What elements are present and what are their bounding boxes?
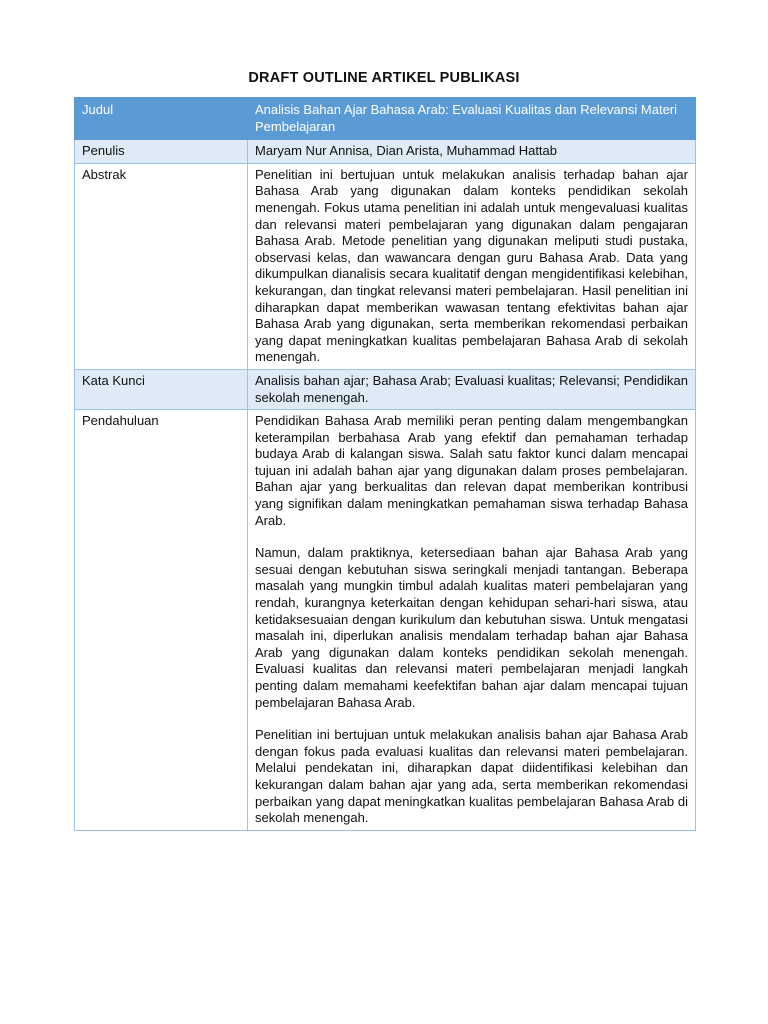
row-content-kata-kunci: Analisis bahan ajar; Bahasa Arab; Evaluasi kualitas; Relevansi; Pendidikan sekolah menengah. — [248, 369, 696, 409]
outline-table — [74, 97, 696, 831]
table-row-kata-kunci — [75, 369, 696, 409]
row-content-abstrak: Penelitian ini bertujuan untuk melakukan analisis terhadap bahan ajar Bahasa Arab yang digunakan dalam konteks pendidikan sekolah menengah. Fokus utama penelitian ini adalah untuk mengevaluasi kualitas dan relevansi materi pembelajaran yang digunakan dalam pengajaran Bahasa Arab. Metode penelitian yang digunakan meliputi studi pustaka, observasi kelas, dan wawancara dengan guru Bahasa Arab. Data yang dikumpulkan dianalisis secara kualitatif dengan mengidentifikasi kelebihan, kekurangan, dan tingkat relevansi materi pembelajaran. Hasil penelitian ini diharapkan dapat memberikan wawasan tentang efektivitas bahan ajar Bahasa Arab yang digunakan, serta memberikan rekomendasi perbaikan yang dapat meningkatkan kualitas pembelajaran Bahasa Arab di sekolah menengah. — [248, 163, 696, 369]
pendahuluan-paragraph: Penelitian ini bertujuan untuk melakukan analisis bahan ajar Bahasa Arab dengan fokus pada evaluasi kualitas dan relevansi materi pembelajaran. Melalui pendekatan ini, diharapkan dapat diidentifikasi kelebihan dan kekurangan dalam bahan ajar yang ada, serta memberikan rekomendasi perbaikan yang dapat meningkatkan kualitas pembelajaran Bahasa Arab di sekolah menengah. — [255, 727, 688, 826]
table-row-penulis — [75, 140, 696, 164]
pendahuluan-paragraph: Pendidikan Bahasa Arab memiliki peran penting dalam mengembangkan keterampilan berbahasa Arab yang efektif dan pemahaman terhadap budaya Arab di kalangan siswa. Salah satu faktor kunci dalam mencapai tujuan ini adalah bahan ajar yang digunakan dalam proses pembelajaran. Bahan ajar yang berkualitas dan relevan dapat memberikan kontribusi yang signifikan dalam meningkatkan pemahaman siswa terhadap Bahasa Arab. — [255, 413, 688, 528]
document-title: DRAFT OUTLINE ARTIKEL PUBLIKASI — [248, 70, 520, 86]
row-content-pendahuluan — [248, 410, 696, 831]
table-row-pendahuluan — [75, 410, 696, 831]
table-row-judul — [75, 98, 696, 140]
row-label-judul: Judul — [75, 98, 248, 140]
row-label-kata-kunci: Kata Kunci — [75, 369, 248, 409]
row-content-judul: Analisis Bahan Ajar Bahasa Arab: Evaluasi Kualitas dan Relevansi Materi Pembelajaran — [248, 98, 696, 140]
row-label-pendahuluan: Pendahuluan — [75, 410, 248, 831]
pendahuluan-paragraph: Namun, dalam praktiknya, ketersediaan bahan ajar Bahasa Arab yang sesuai dengan kebutuhan siswa seringkali menjadi tantangan. Beberapa masalah yang mungkin timbul adalah kualitas materi pembelajaran yang rendah, kurangnya keterkaitan dengan kehidupan sehari-hari siswa, atau ketidaksesuaian dengan kurikulum dan kebutuhan siswa. Untuk mengatasi masalah ini, diperlukan analisis mendalam terhadap bahan ajar Bahasa Arab yang digunakan dalam konteks pendidikan sekolah menengah. Evaluasi kualitas dan relevansi materi pembelajaran menjadi langkah penting dalam memahami keefektifan bahan ajar dalam mencapai tujuan pembelajaran Bahasa Arab. — [255, 545, 688, 710]
table-row-abstrak — [75, 163, 696, 369]
row-content-penulis: Maryam Nur Annisa, Dian Arista, Muhammad Hattab — [248, 140, 696, 164]
row-label-abstrak: Abstrak — [75, 163, 248, 369]
row-label-penulis: Penulis — [75, 140, 248, 164]
